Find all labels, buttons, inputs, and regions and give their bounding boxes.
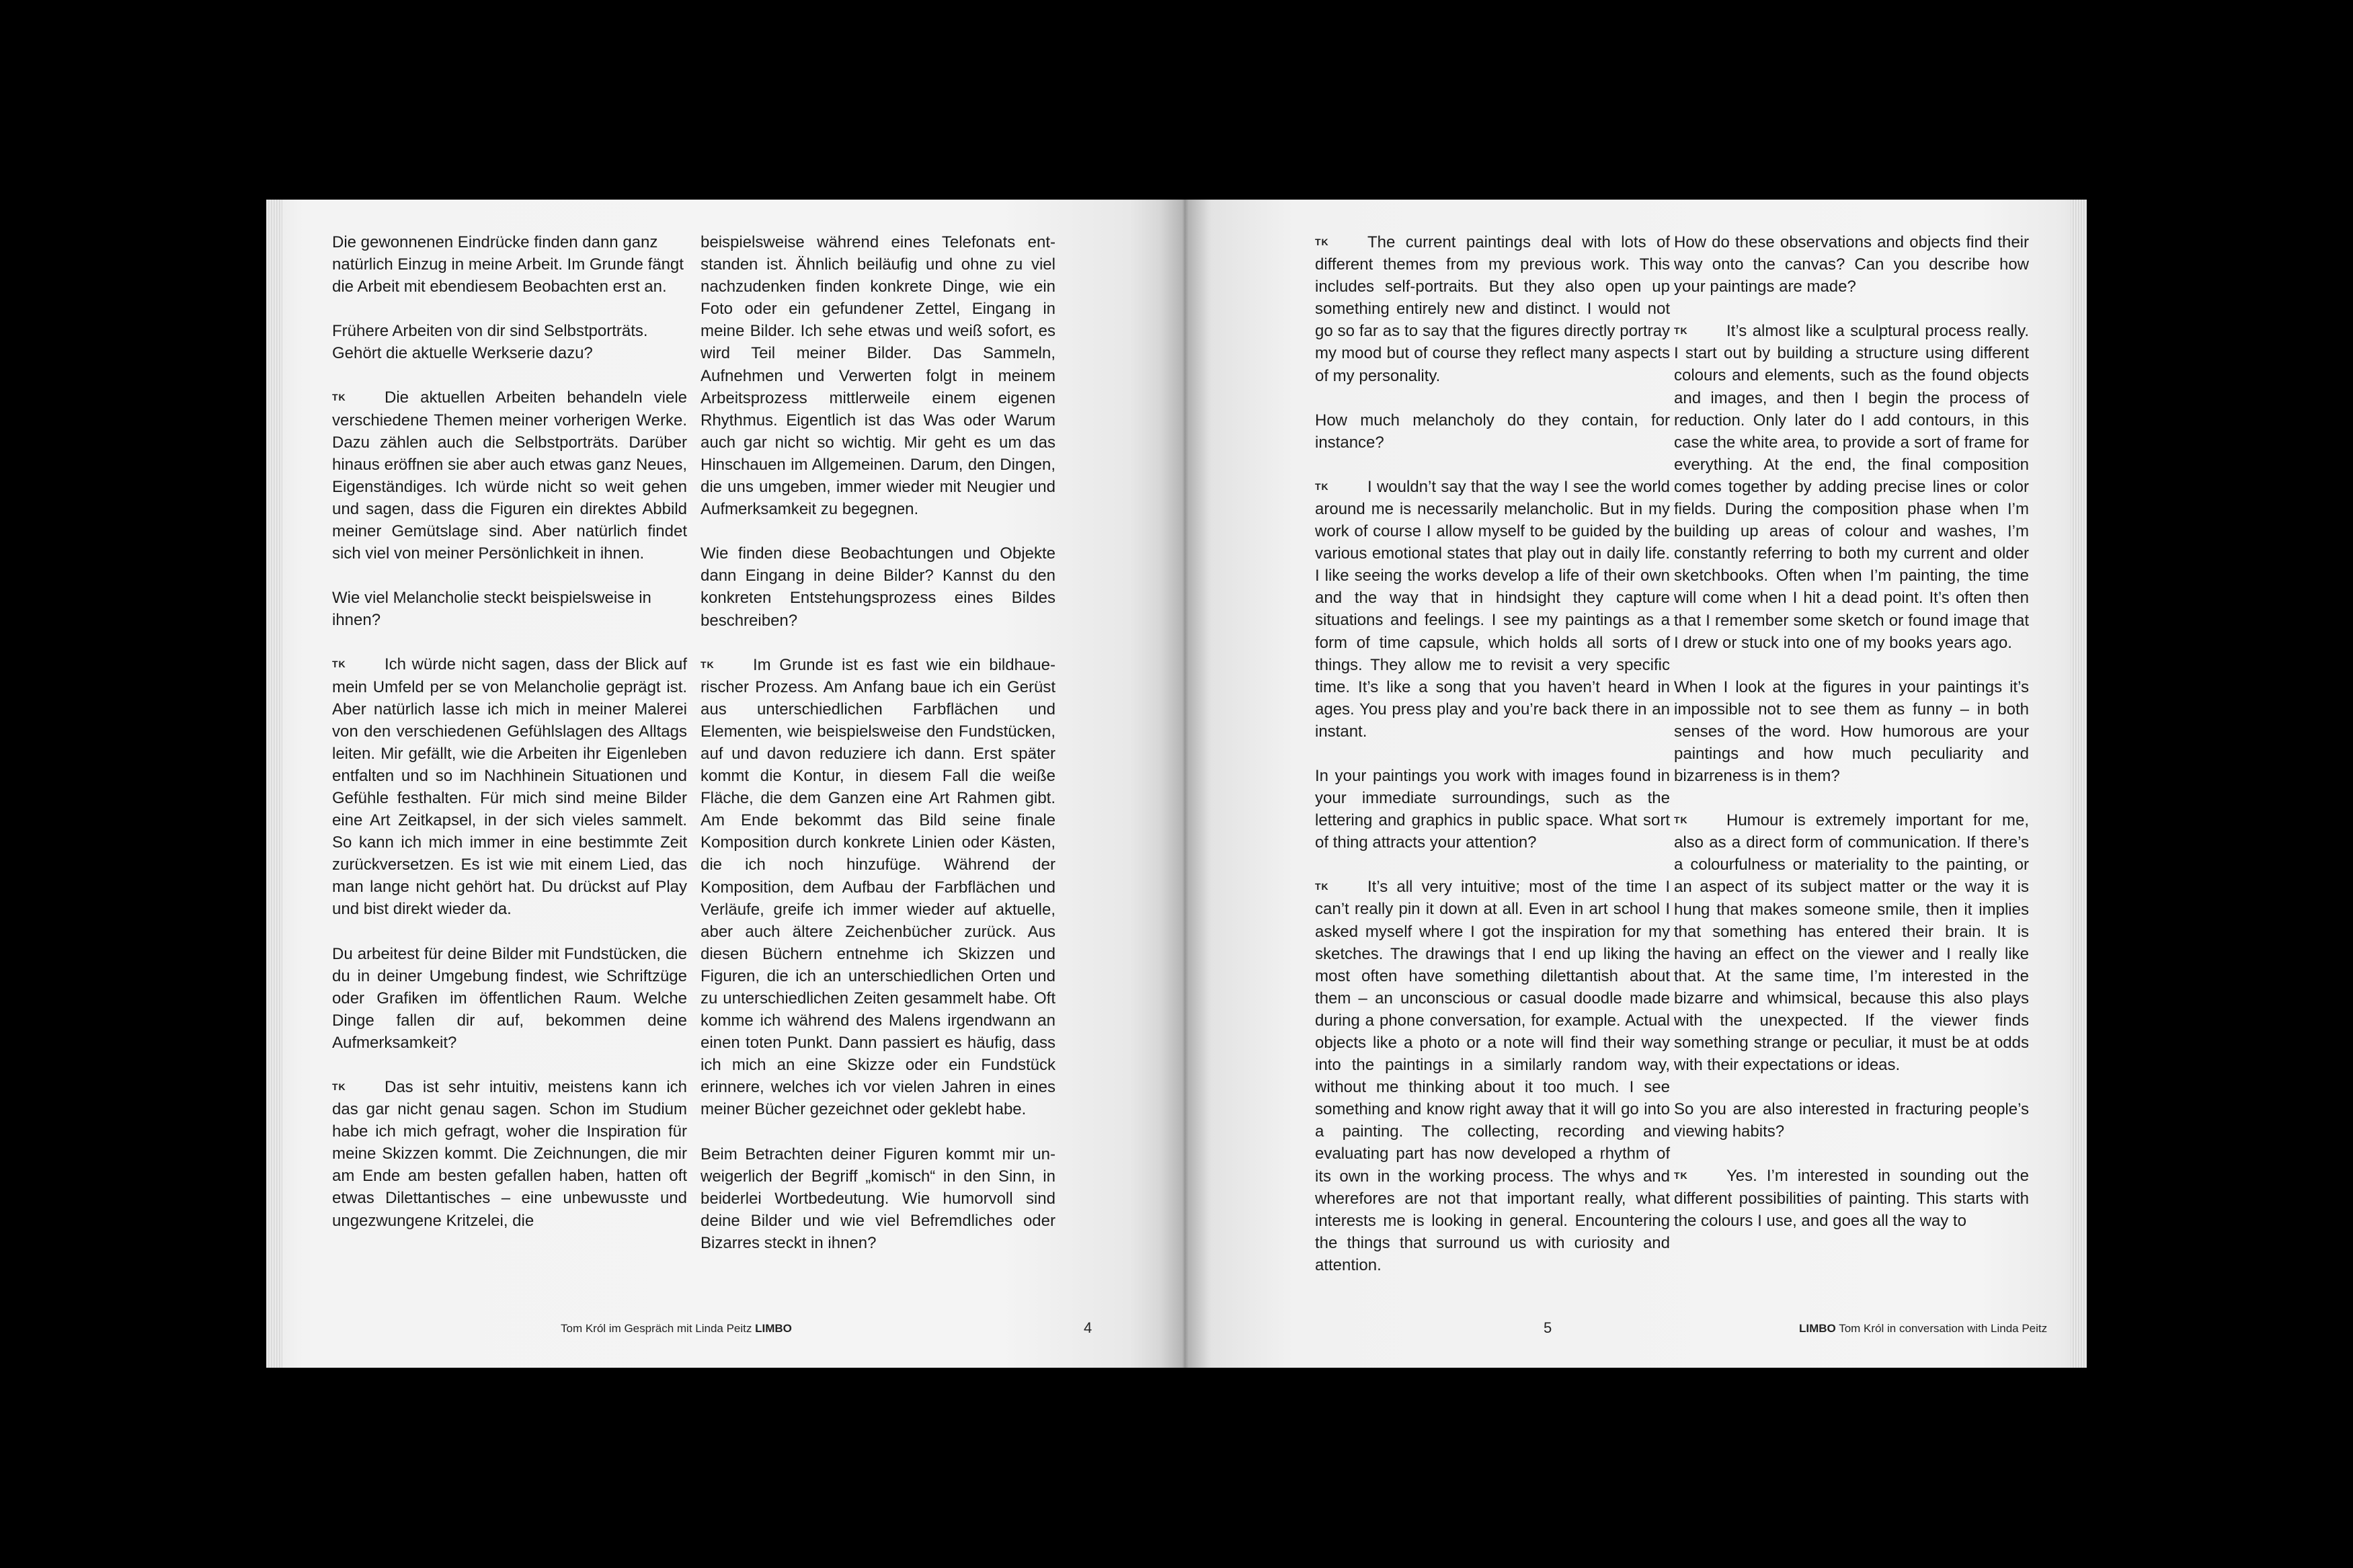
question-text: In your paintings you work with images found in your immediate surroundings, such as the lettering and graphics in public space. What sort of thing attracts your attention?: [1315, 766, 1670, 852]
answer: [1315, 876, 1670, 1276]
book-spread: [266, 200, 2087, 1368]
page-edge-right: [2071, 200, 2087, 1368]
answer: [701, 654, 1055, 1121]
question-text: Wie viel Melancholie steckt beispielsweise in ihnen?: [332, 589, 651, 630]
speaker-initials: TK: [1674, 1170, 1688, 1182]
left-page: [266, 200, 1185, 1368]
footer-text: Tom Król in conversation with Linda Peitz: [1839, 1322, 2048, 1335]
question-text: Beim Betrachten deiner Figuren kommt mir unweigerlich der Begriff „komisch“ in den Sinn, in beiderlei Wortbedeutung. Wie humorvoll sind deine Bilder und wie viel Befremdliches oder Bizarres steckt in ihnen?: [701, 1145, 1055, 1252]
answer: [1315, 476, 1670, 743]
footer-text: Tom Król im Gespräch mit Linda Peitz: [561, 1322, 752, 1335]
question-text: How much melancholy do they contain, for instance?: [1315, 411, 1670, 452]
question-text: When I look at the figures in your paintings it’s impossible not to see them as funny – in both senses of the word. How humorous are your paintings and how much peculiarity and bizarreness is in them?: [1674, 677, 2029, 786]
right-page-column-1: [1315, 231, 1670, 1298]
right-page-column-2: [1674, 231, 2029, 1254]
left-page-column-2: [701, 231, 1055, 1276]
answer-text: It’s all very intuitive; most of the time I can’t really pin it down at all. Even in art school I asked myself where I got the inspiration for my sketches. The drawings that I end up liking the most often have something dilettantish about them – an unconscious or casual doodle made during a phone conversation, for example. Actual objects like a photo or a note will find their way into the paintings in a similarly random way, without me thinking about it too much. I see something and know right away that it will go into a painting. The collecting, recording and evaluating part has now developed a rhythm of its own in the working process. The whys and wherefores are not that important really, what interests me is looking in general. Encountering the things that surround us with curiosity and attention.: [1315, 878, 1670, 1274]
paragraph-text: Die gewonnenen Eindrücke finden dann ganz natürlich Einzug in meine Arbeit. Im Grunde fängt die Arbeit mit ebendiesem Beobachten erst an.: [332, 233, 684, 296]
speaker-initials: TK: [1674, 815, 1688, 826]
question-text: Du arbeitest für deine Bilder mit Fundstücken, die du in deiner Umgebung findest, wie Schriftzüge oder Grafiken im öffentlichen Raum. Welche Dinge fallen dir auf, bekommen deine Aufmerksamkeit?: [332, 944, 687, 1052]
left-page-footer: [561, 1322, 792, 1335]
answer-text: beispielsweise während eines Telefonats entstanden ist. Ähnlich beiläufig und ohne zu viel nachzudenken finden konkrete Dinge, wie ein Foto oder ein gefundener Zettel, Eingang in meine Bilder. Ich sehe etwas und weiß sofort, es wird Teil meiner Bilder. Das Sammeln, Aufnehmen und Verwerten folgt in meinem Arbeitsprozess mittlerweile einem eigenen Rhythmus. Eigentlich ist das Was oder Warum auch gar nicht so wichtig. Mir geht es um das Hinschauen im Allgemeinen. Darum, den Dingen, die uns umgeben, immer wieder mit Neugier und Aufmerksamkeit zu begegnen.: [701, 233, 1055, 519]
answer: [1674, 809, 2029, 1076]
answer-text: Yes. I’m interested in sounding out the different possibilities of painting. This starts with the colours I use, and goes all the way to: [1674, 1167, 2029, 1230]
answer-text: I wouldn’t say that the way I see the world around me is necessarily melancholic. But in my work of course I allow myself to be guided by the various emotional states that play out in daily life. I like seeing the works develop a life of their own and the way that in hindsight they capture situations and feelings. I see my paintings as a form of time capsule, which holds all sorts of things. They allow me to revisit a very specific time. It’s like a song that you haven’t heard in ages. You press play and you’re back there in an instant.: [1315, 477, 1670, 741]
answer-text: It’s almost like a sculptural process really. I start out by building a structure using different colours and elements, such as the found objects and images, and then I begin the process of reduction. Only later do I add contours, in this case the white area, to provide a sort of frame for everything. At the end, the final composition comes together by adding precise lines or color fields. During the composition phase when I’m building up areas of colour and washes, I’m constantly referring to both my current and older sketchbooks. Often when I’m painting, the time will come when I hit a dead point. It’s often then that I remember some sketch or found image that I drew or stuck into one of my books years ago.: [1674, 322, 2029, 652]
answer: [332, 386, 687, 565]
left-page-column-1: [332, 231, 687, 1254]
footer-brand: LIMBO: [755, 1322, 792, 1335]
answer: [1315, 231, 1670, 387]
answer-text: Humour is extremely important for me, also as a direct form of communication. If there’s a colourfulness or materiality to the painting, or an aspect of its subject matter or the way it is hung that makes someone smile, then it implies that something has entered their brain. It is having an effect on the viewer and I really like that. At the same time, I’m interested in the bizarre and whimsical, because this also plays with the unexpected. If the viewer finds something strange or peculiar, it must be at odds with their expectations or ideas.: [1674, 811, 2029, 1075]
question: [1315, 765, 1670, 854]
question: [1674, 231, 2029, 298]
question: [332, 943, 687, 1054]
answer: [332, 653, 687, 920]
answer-text: Ich würde nicht sagen, dass der Blick auf mein Umfeld per se von Melancholie geprägt ist. Aber natürlich lasse ich mich in meiner Malerei von den verschiedenen Gefühlslagen des Alltags leiten. Mir gefällt, wie die Arbeiten ihr Eigenleben entfalten und so im Nachhinein Situationen und Gefühle festhalten. Für mich sind meine Bilder eine Art Zeitkapsel, in der sich vieles sammelt. So kann ich mich immer in eine bestimmte Zeit zurückversetzen. Es ist wie mit einem Lied, das man lange nicht gehört hat. Du drückst auf Play und bist direkt wieder da.: [332, 655, 687, 919]
question: [1674, 1098, 2029, 1143]
question: [332, 587, 687, 631]
question-text: How do these observations and objects find their way onto the canvas? Can you describe how your paintings are made?: [1674, 233, 2029, 296]
footer-brand: LIMBO: [1799, 1322, 1836, 1335]
question-text: So you are also interested in fracturing people’s viewing habits?: [1674, 1100, 2029, 1141]
right-page-footer: [1799, 1322, 2047, 1335]
paragraph: [332, 231, 687, 298]
answer-text: The current paintings deal with lots of different themes from my previous work. This includes self-portraits. But they also open up something entirely new and distinct. I would not go so far as to say that the figures directly portray my mood but of course they reflect many aspects of my personality.: [1315, 233, 1670, 385]
speaker-initials: TK: [332, 1081, 346, 1092]
answer-text: Im Grunde ist es fast wie ein bildhauerischer Prozess. Am Anfang baue ich ein Gerüst aus unterschiedlichen Farbflächen und Elementen, wie beispielsweise den Fundstücken, auf und davon reduziere ich dann. Erst später kommt die Kontur, in diesem Fall die weiße Fläche, die dem Ganzen eine Art Rahmen gibt. Am Ende bekommt das Bild seine finale Komposition durch konkrete Linien oder Kästen, die ich noch hinzufüge. Während der Komposition, dem Aufbau der Farbflächen und Verläufe, greife ich immer wieder auf aktuelle, aber auch ältere Zeichenbücher zurück. Aus diesen Büchern entnehme ich Skizzen und Figuren, die ich an unterschiedlichen Orten und zu unterschiedlichen Zeiten gesammelt habe. Oft komme ich während des Malens irgendwann an einen toten Punkt. Dann passiert es häufig, dass ich mich an eine Skizze oder ein Fundstück erinnere, welches ich vor vielen Jahren in eines meiner Bücher gezeichnet oder geklebt habe.: [701, 655, 1055, 1119]
question: [701, 1143, 1055, 1254]
speaker-initials: TK: [701, 659, 715, 670]
page-number: 4: [1084, 1319, 1092, 1336]
question-text: Wie finden diese Beobachtungen und Objekte dann Eingang in deine Bilder? Kannst du den konkreten Entstehungsprozess eines Bildes beschreiben?: [701, 544, 1055, 630]
right-page: [1185, 200, 2087, 1368]
question: [701, 542, 1055, 631]
speaker-initials: TK: [332, 392, 346, 403]
answer-continued: [701, 231, 1055, 520]
question: [1674, 676, 2029, 787]
speaker-initials: TK: [1315, 881, 1329, 893]
answer: [1674, 320, 2029, 653]
question-text: Frühere Arbeiten von dir sind Selbstporträts. Gehört die aktuelle Werkserie dazu?: [332, 322, 648, 363]
answer-text: Die aktuellen Arbeiten behandeln viele verschiedene Themen meiner vorherigen Werke. Dazu zählen auch die Selbstporträts. Darüber hinaus eröffnen sie aber auch etwas ganz Neues, Eigenständiges. Ich würde nicht so weit gehen und sagen, dass die Figuren ein direktes Abbild meiner Gemütslage sind. Aber natürlich findet sich viel von meiner Persönlichkeit in ihnen.: [332, 388, 687, 563]
speaker-initials: TK: [1674, 325, 1688, 337]
page-edge-left: [266, 200, 282, 1368]
answer: [1674, 1165, 2029, 1231]
page-number: 5: [1544, 1319, 1552, 1336]
question: [332, 320, 687, 364]
answer-text: Das ist sehr intuitiv, meistens kann ich das gar nicht genau sagen. Schon im Studium habe ich mich gefragt, woher die Inspiration für meine Skizzen kommt. Die Zeichnungen, die mir am Ende am besten gefallen haben, hatten oft etwas Dilettantisches – eine unbewusste und ungezwungene Kritzelei, die: [332, 1078, 687, 1230]
speaker-initials: TK: [1315, 237, 1329, 247]
speaker-initials: TK: [332, 659, 346, 670]
speaker-initials: TK: [1315, 481, 1329, 492]
answer: [332, 1076, 687, 1232]
question: [1315, 409, 1670, 454]
